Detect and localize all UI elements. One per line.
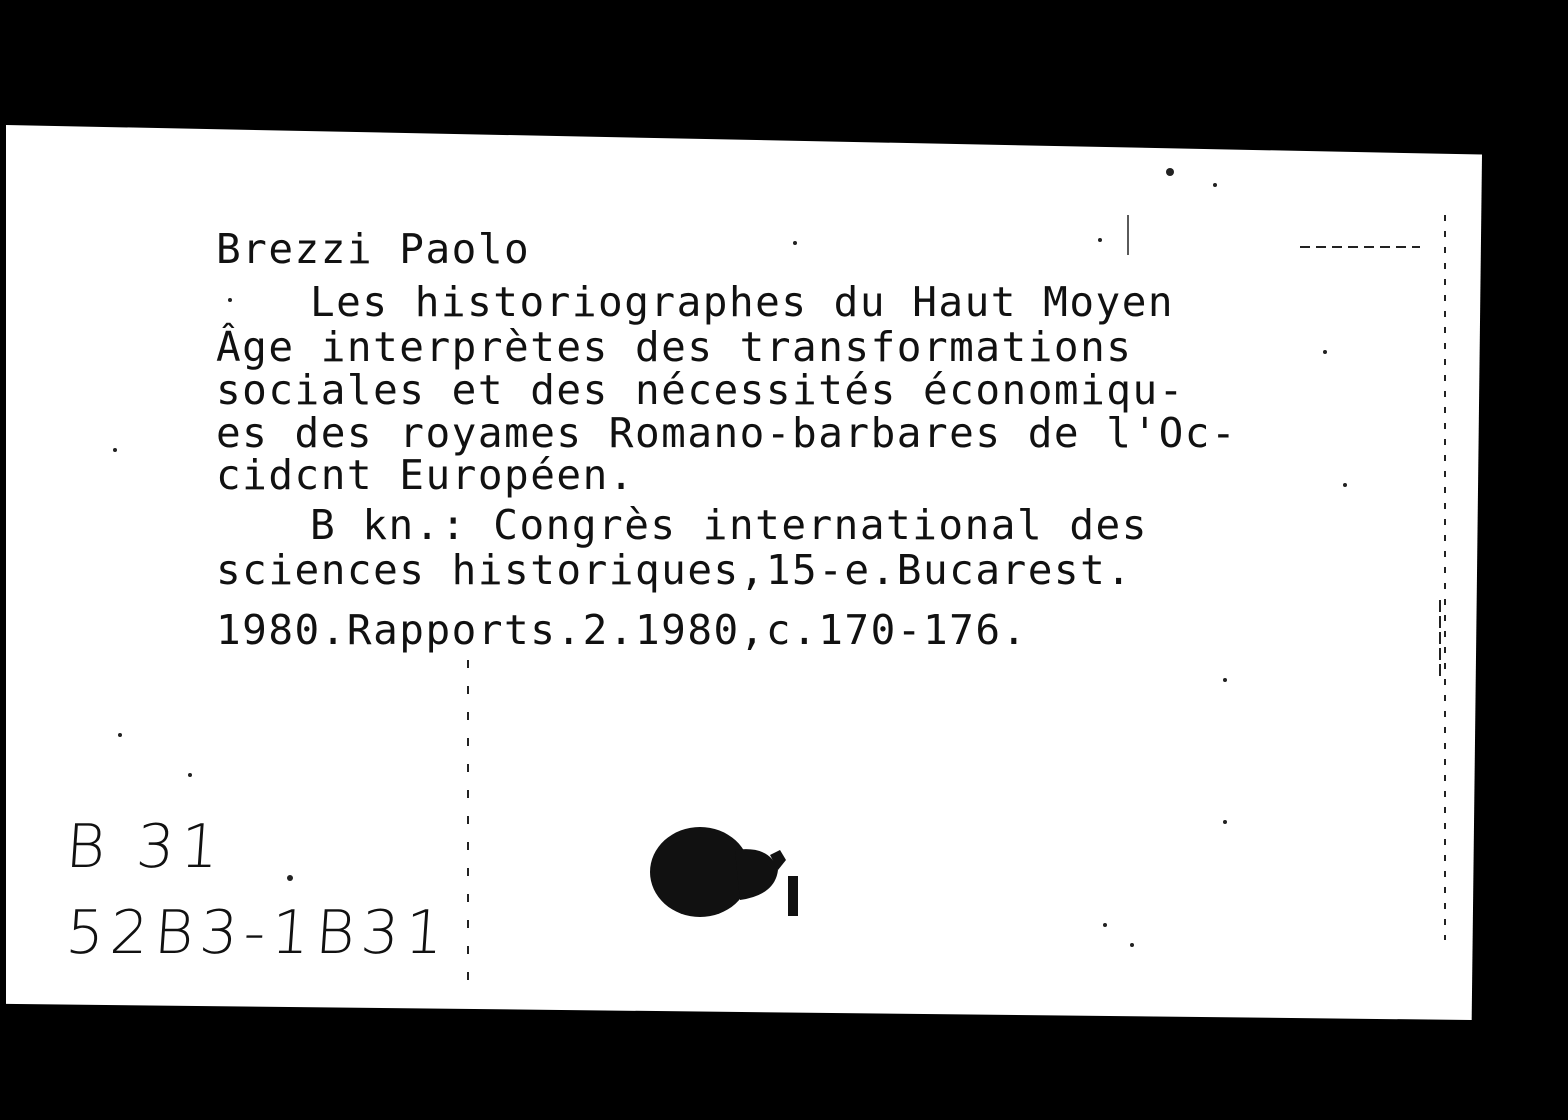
source-line-3: 1980.Rapports.2.1980,c.170-176. [216,606,1028,654]
call-number: 52B3-1B31 [63,898,452,968]
title-line-4: es des royames Romano-barbares de l'Oc- [216,409,1238,457]
author-name: Brezzi Paolo [216,225,531,273]
source-line-1: B kn.: Congrès international des [310,501,1148,549]
title-line-2: Âge interprètes des transformations [216,323,1133,371]
shelf-mark: B 31 [63,812,228,882]
title-line-3: sociales et des nécessités économiqu- [216,366,1185,414]
title-line-5: cidcnt Européen. [216,451,635,499]
source-line-2: sciences historiques,15-e.Bucarest. [216,546,1133,594]
title-line-1: Les historiographes du Haut Moyen [310,278,1175,326]
